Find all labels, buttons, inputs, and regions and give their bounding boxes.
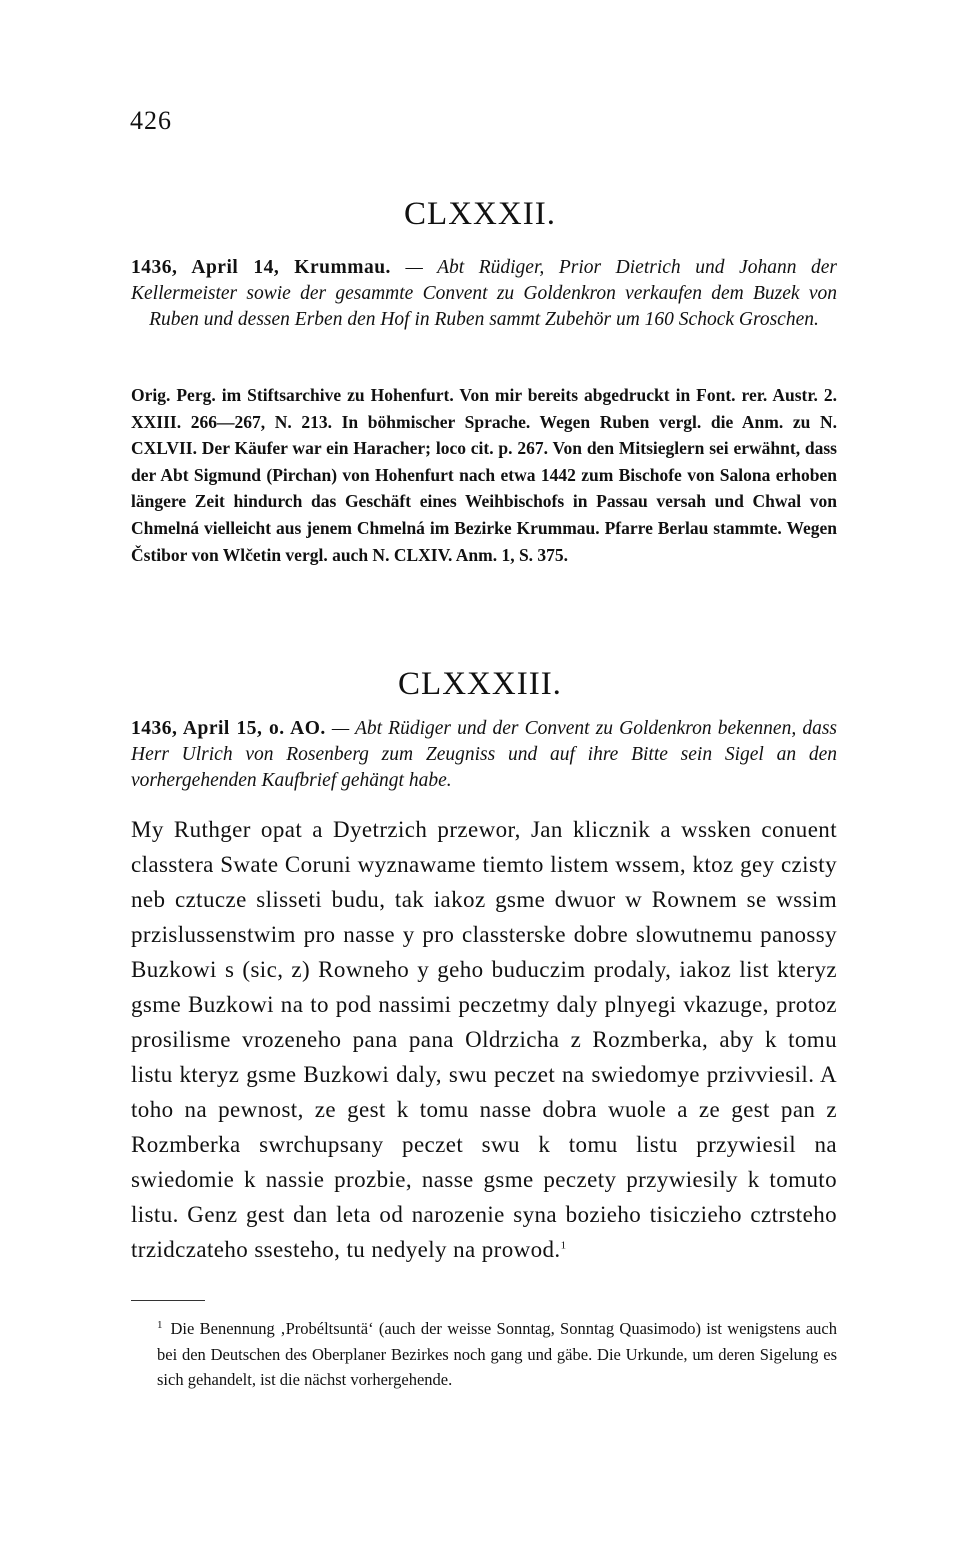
page-number: 426 [130,106,172,135]
footnote [131,1316,837,1393]
charter-body: My Ruthger opat a Dyetrzich przewor, Jan klicznik a wssken conuent classtera Swate Coruni wyznawame tiemto listem wssem, ktoz gey czisty neb cztucze slisseti budu, tak iakoz gsme dwuor w Rownem se wssim przislussenstwim pro nasse y pro classterske dobre slowutnemu panossy Buzkowi s (sic, z) Rowneho y geho buduczim prodaly, iakoz list kteryz gsme Buzkowi na to pod nassimi peczetmy daly plnyegi vkazuge, protoz prosilisme vrozeneho pana pana Oldrzicha z Rozmberka, aby k tomu listu kteryz gsme Buzkowi daly, swu peczet na swiedomye przivviesil. A toho na pewnost, ze gest k tomu nasse dobra wuole a ze gest pan z Rozmberka swrchupsany peczet swu k tomu listu przywiesil na swiedomie k nassie prozbie, nasse gsme peczety przywiesily k tomuto listu. Genz gest dan leta od narozenie syna bozieho tisiczieho cztrsteho trzidczateho ssesteho, tu nedyely na prowod. [131,817,837,1262]
regest-summary: — Abt Rüdiger und der Convent zu Goldenkron bekennen, dass Herr Ulrich von Rosenberg zum Zeugniss und auf ihre Bitte sein Sigel an den vorhergehenden Kaufbrief gehängt habe. [131,718,837,791]
footnote-reference: 1 [560,1239,567,1252]
footnote-divider [131,1300,205,1301]
regest-summary: — Abt Rüdiger, Prior Dietrich und Johann der Kellermeister sowie der gesammte Convent zu Goldenkron verkaufen dem Buzek von Ruben und dessen Erben den Hof in Ruben sammt Zubehör um 160 Schock Groschen. [131,257,838,330]
regest-clxxxiii [131,716,837,794]
regest-date: 1436, April 14, Krummau. [131,257,391,278]
archival-note: Orig. Perg. im Stiftsarchive zu Hohenfurt. Von mir bereits abgedruckt in Font. rer. Austr. 2. XXIII. 266—267, N. 213. In böhmischer Sprache. Wegen Ruben vergl. die Anm. zu N. CXLVII. Der Käufer war ein Haracher; loco cit. p. 267. Von den Mitsieglern sei erwähnt, dass der Abt Sigmund (Pirchan) von Hohenfurt nach etwa 1442 zum Bischofe von Salona erhoben längere Zeit hindurch das Geschäft eines Weihbischofs in Passau versah und Chwal von Chmelná vielleicht aus jenem Chmelná im Bezirke Krummau. Pfarre Berlau stammte. Wegen Čstibor von Wlčetin vergl. auch N. CLXIV. Anm. 1, S. 375. [131,385,837,565]
charter-text [131,812,837,1267]
document-heading-clxxxii: CLXXXII. [404,196,556,232]
document-heading-clxxxiii: CLXXXIII. [398,666,562,702]
regest-date: 1436, April 15, o. AO. [131,718,326,739]
regest-clxxxii [131,255,837,333]
footnote-mark: 1 [157,1318,163,1331]
footnote-text: Die Benennung ‚Probéltsuntä‘ (auch der weisse Sonntag, Sonntag Quasimodo) ist wenigstens auch bei den Deutschen des Oberplaner Bezirkes noch gang und gäbe. Die Urkunde, um deren Sigelung es sich gehandelt, ist die nächst vorhergehende. [157,1319,837,1389]
